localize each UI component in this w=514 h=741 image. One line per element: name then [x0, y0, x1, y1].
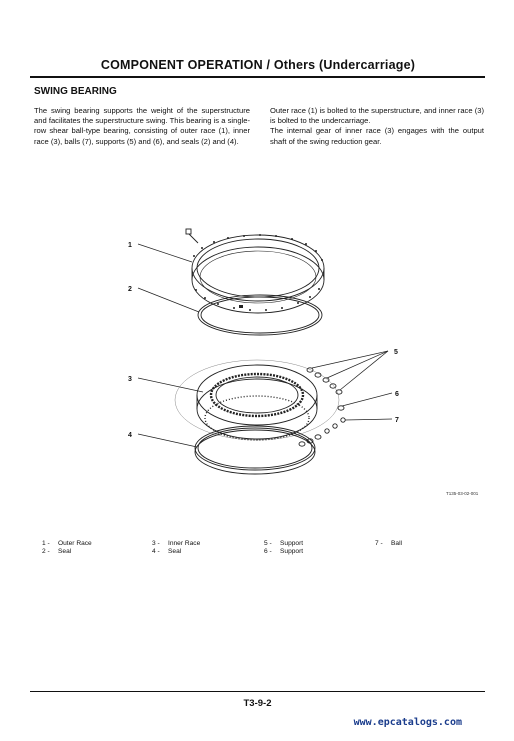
callout-7: 7 — [395, 417, 399, 424]
legend-item: 4 - Seal — [152, 548, 182, 556]
legend-column-3 — [264, 540, 303, 557]
grease-nipple — [186, 229, 198, 243]
callout-4: 4 — [128, 432, 132, 439]
legend-item: 1 - Outer Race — [42, 540, 92, 547]
callout-3: 3 — [128, 376, 132, 383]
callout-5: 5 — [394, 349, 398, 356]
legend-item: 2 - Seal — [42, 548, 72, 556]
legend-item: 5 - Support — [264, 540, 304, 547]
body-paragraph-right-1: Outer race (1) is bolted to the superstructure, and inner race (3) is bolted to the undercarriage. — [270, 106, 484, 126]
figure-code: T135-03-02-001 — [446, 491, 479, 496]
section-title: SWING BEARING — [34, 86, 117, 97]
website-watermark: www.epcatalogs.com — [353, 717, 462, 728]
legend-column-4 — [375, 540, 402, 548]
callout-6: 6 — [395, 391, 399, 398]
legend-column-2 — [152, 540, 200, 557]
supports-and-balls — [299, 368, 345, 446]
body-paragraph-right-2: The internal gear of inner race (3) engages with the output shaft of the swing reduction gear. — [270, 126, 484, 146]
page-header: COMPONENT OPERATION / Others (Undercarriage) — [100, 58, 416, 72]
legend-item: 3 - Inner Race — [152, 540, 201, 547]
body-paragraph-left: The swing bearing supports the weight of the superstructure and facilitates the superstructure swing. This bearing is a single-row shear ball-type bearing, consisting of outer race (1), inner race (3), balls (7), supports (5) and (6), and seals (2) and (4). — [34, 106, 250, 146]
page-number: T3-9-2 — [243, 698, 272, 709]
legend-item: 7 - Ball — [375, 540, 402, 547]
legend-item: 6 - Support — [264, 548, 304, 556]
callout-1: 1 — [128, 242, 132, 249]
legend-column-1 — [42, 540, 92, 557]
callout-2: 2 — [128, 286, 132, 293]
footer-rule — [30, 691, 485, 692]
outer-race-bolt-holes — [193, 234, 323, 311]
lower-seal-drawing — [195, 426, 315, 474]
